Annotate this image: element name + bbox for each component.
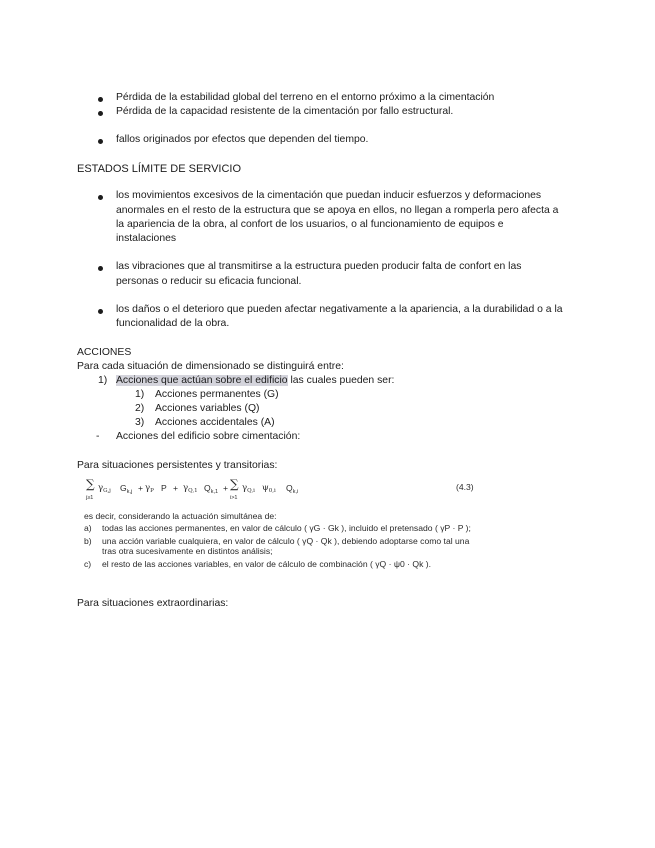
- formula-term: $G_{k,j}$: [120, 483, 133, 495]
- persistentes-label: Para situaciones persistentes y transitorias:: [77, 460, 278, 471]
- formula-operator: +: [138, 483, 144, 493]
- list-line: el resto de las acciones variables, en valor de cálculo de combinación ( γQ · ψ0 · Qk ).: [102, 559, 432, 569]
- bullet-line: la apariencia de la obra, al confort de los usuarios, o al funcionamiento de equipos e: [116, 219, 504, 230]
- bullet-line: los daños o el deterioro que pueden afectar negativamente a la apariencia, a la durabilidad o a la: [116, 304, 563, 315]
- sub-item: Acciones permanentes (G): [155, 389, 279, 400]
- formula-explanation: es decir, considerando la actuación simultánea de:: [84, 511, 277, 521]
- list-line: todas las acciones permanentes, en valor de cálculo ( γG · Gk ), incluido el pretensado ( γP · P );: [102, 523, 471, 533]
- bullet-dot: [98, 111, 103, 116]
- section-heading-acciones: ACCIONES: [77, 347, 132, 358]
- list-number: 3): [135, 417, 145, 428]
- bullet-line: anormales en el resto de la estructura que se apoya en ellos, no llegan a romperla pero afecta a: [116, 205, 559, 216]
- list-number: 1): [98, 375, 108, 386]
- acciones-item-2: Acciones del edificio sobre cimentación:: [116, 431, 301, 442]
- list-line: tras otra sucesivamente en distintos análisis;: [102, 546, 273, 556]
- bullet-dot: [98, 266, 103, 271]
- bullet-dot: [98, 195, 103, 200]
- bullet-dot: [98, 309, 103, 314]
- acciones-intro: Para cada situación de dimensionado se distinguirá entre:: [77, 361, 344, 372]
- acciones-item-1: [116, 374, 394, 389]
- bullet-dot: [98, 97, 103, 102]
- acciones-item-1-rest: las cuales pueden ser:: [287, 375, 395, 386]
- formula-operator: +: [223, 483, 229, 493]
- sum-symbol: ∑: [86, 477, 95, 491]
- sum-index: j≥1: [86, 495, 94, 501]
- formula-term: $Q_{k,i}$: [286, 483, 299, 495]
- bullet-line: las vibraciones que al transmitirse a la estructura pueden producir falta de confort en las: [116, 261, 522, 272]
- list-number: 2): [135, 403, 145, 414]
- bullet-line: instalaciones: [116, 233, 177, 244]
- bullet-line: personas o reducir su eficacia funcional.: [116, 276, 302, 287]
- list-line: una acción variable cualquiera, en valor de cálculo ( γQ · Qk ), debiendo adoptarse como tal una: [102, 536, 470, 546]
- list-letter: c): [84, 559, 92, 569]
- bullet-line: funcionalidad de la obra.: [116, 318, 230, 329]
- formula-term: $Q_{k,1}$: [204, 483, 219, 495]
- highlighted-text: Acciones que actúan sobre el edificio: [116, 375, 288, 386]
- bullet-line: los movimientos excesivos de la cimentación que puedan inducir esfuerzos y deformaciones: [116, 190, 542, 201]
- formula-term: $\psi_{0,i}$: [262, 483, 276, 494]
- list-letter: a): [84, 523, 92, 533]
- bullet-text: fallos originados por efectos que dependen del tiempo.: [116, 134, 369, 145]
- bullet-text: Pérdida de la capacidad resistente de la cimentación por fallo estructural.: [116, 106, 454, 117]
- sum-index: i>1: [230, 495, 238, 501]
- sub-item: Acciones variables (Q): [155, 403, 260, 414]
- sum-symbol: ∑: [230, 477, 239, 491]
- list-number: 1): [135, 389, 145, 400]
- section-heading-servicio: ESTADOS LÍMITE DE SERVICIO: [77, 163, 242, 175]
- formula-figure: [82, 477, 482, 587]
- bullet-text: Pérdida de la estabilidad global del terreno en el entorno próximo a la cimentación: [116, 92, 495, 103]
- list-letter: b): [84, 536, 92, 546]
- sub-item: Acciones accidentales (A): [155, 417, 275, 428]
- formula-term: P: [161, 483, 167, 493]
- formula-term: $\gamma_{Q,1}$: [183, 483, 198, 494]
- list-dash: -: [96, 431, 100, 442]
- formula-operator: +: [173, 483, 179, 493]
- bullet-dot: [98, 139, 103, 144]
- extraordinarias-label: Para situaciones extraordinarias:: [77, 598, 229, 609]
- formula-term: $\gamma_P$: [145, 483, 154, 494]
- formula-term: $\gamma_{G,j}$: [98, 483, 111, 494]
- formula-term: $\gamma_{Q,i}$: [242, 483, 255, 494]
- equation-number: (4.3): [456, 482, 474, 492]
